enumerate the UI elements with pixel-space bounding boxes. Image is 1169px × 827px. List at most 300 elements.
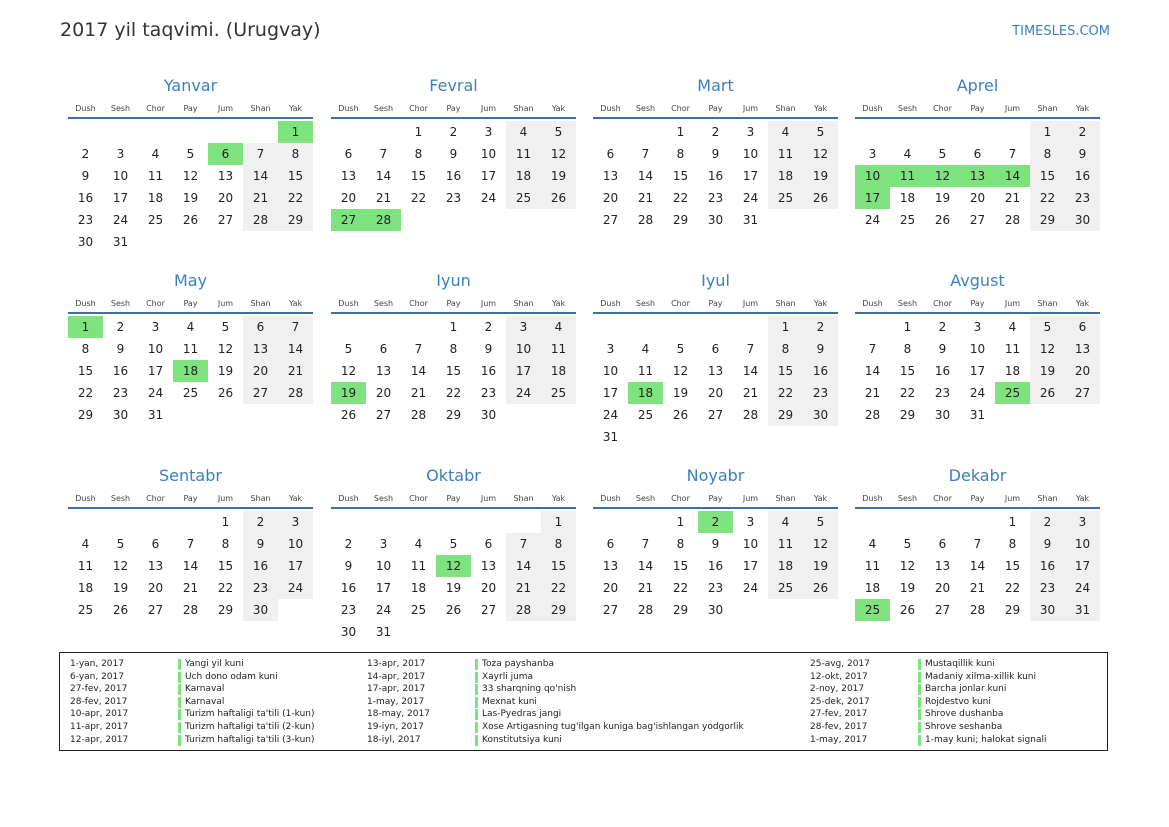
day-cell[interactable]: 28 [637, 603, 654, 617]
day-cell[interactable]: 13 [707, 364, 724, 378]
day-cell[interactable]: 4 [151, 147, 160, 161]
day-cell[interactable]: 1 [1008, 515, 1017, 529]
day-cell[interactable]: 5 [449, 537, 458, 551]
day-cell[interactable]: 29 [899, 408, 916, 422]
day-cell[interactable]: 1 [768, 316, 803, 338]
day-cell[interactable]: 15 [445, 364, 462, 378]
day-cell[interactable]: 31 [1065, 599, 1100, 621]
day-cell[interactable]: 23 [77, 213, 94, 227]
day-cell[interactable]: 21 [506, 577, 541, 599]
day-cell[interactable]: 29 [1030, 209, 1065, 231]
day-cell[interactable]: 19 [445, 581, 462, 595]
day-cell[interactable]: 29 [278, 209, 313, 231]
day-cell[interactable]: 6 [344, 147, 353, 161]
day-cell[interactable]: 4 [541, 316, 576, 338]
day-cell[interactable]: 30 [1065, 209, 1100, 231]
day-cell[interactable]: 16 [1065, 165, 1100, 187]
day-cell[interactable]: 29 [1004, 603, 1021, 617]
day-cell[interactable]: 7 [973, 537, 982, 551]
day-cell[interactable]: 28 [506, 599, 541, 621]
day-cell[interactable]: 12 [803, 533, 838, 555]
day-cell[interactable]: 5 [938, 147, 947, 161]
day-cell[interactable]: 29 [77, 408, 94, 422]
day-cell[interactable]: 28 [742, 408, 759, 422]
holiday-day-cell[interactable]: 19 [331, 382, 366, 404]
day-cell[interactable]: 29 [445, 408, 462, 422]
day-cell[interactable]: 6 [379, 342, 388, 356]
day-cell[interactable]: 17 [602, 386, 619, 400]
day-cell[interactable]: 1 [221, 515, 230, 529]
day-cell[interactable]: 7 [506, 533, 541, 555]
day-cell[interactable]: 22 [899, 386, 916, 400]
day-cell[interactable]: 17 [742, 559, 759, 573]
day-cell[interactable]: 25 [506, 187, 541, 209]
day-cell[interactable]: 17 [147, 364, 164, 378]
day-cell[interactable]: 11 [506, 143, 541, 165]
day-cell[interactable]: 3 [484, 125, 493, 139]
day-cell[interactable]: 18 [1004, 364, 1021, 378]
day-cell[interactable]: 27 [480, 603, 497, 617]
day-cell[interactable]: 14 [243, 165, 278, 187]
day-cell[interactable]: 16 [803, 360, 838, 382]
day-cell[interactable]: 13 [602, 559, 619, 573]
day-cell[interactable]: 25 [182, 386, 199, 400]
day-cell[interactable]: 28 [1004, 213, 1021, 227]
day-cell[interactable]: 1 [676, 125, 685, 139]
day-cell[interactable]: 18 [77, 581, 94, 595]
day-cell[interactable]: 20 [340, 191, 357, 205]
day-cell[interactable]: 22 [672, 581, 689, 595]
day-cell[interactable]: 20 [602, 581, 619, 595]
day-cell[interactable]: 10 [147, 342, 164, 356]
day-cell[interactable]: 9 [116, 342, 125, 356]
day-cell[interactable]: 3 [278, 511, 313, 533]
day-cell[interactable]: 11 [864, 559, 881, 573]
day-cell[interactable]: 22 [1004, 581, 1021, 595]
day-cell[interactable]: 4 [1008, 320, 1017, 334]
day-cell[interactable]: 22 [672, 191, 689, 205]
day-cell[interactable]: 4 [768, 511, 803, 533]
day-cell[interactable]: 31 [112, 235, 129, 249]
day-cell[interactable]: 2 [803, 316, 838, 338]
day-cell[interactable]: 17 [1065, 555, 1100, 577]
day-cell[interactable]: 7 [414, 342, 423, 356]
holiday-day-cell[interactable]: 12 [925, 165, 960, 187]
day-cell[interactable]: 10 [969, 342, 986, 356]
day-cell[interactable]: 23 [707, 581, 724, 595]
day-cell[interactable]: 8 [1008, 537, 1017, 551]
day-cell[interactable]: 3 [868, 147, 877, 161]
day-cell[interactable]: 3 [506, 316, 541, 338]
day-cell[interactable]: 27 [707, 408, 724, 422]
day-cell[interactable]: 22 [77, 386, 94, 400]
day-cell[interactable]: 2 [484, 320, 493, 334]
day-cell[interactable]: 22 [217, 581, 234, 595]
day-cell[interactable]: 12 [541, 143, 576, 165]
day-cell[interactable]: 23 [803, 382, 838, 404]
day-cell[interactable]: 21 [969, 581, 986, 595]
day-cell[interactable]: 1 [449, 320, 458, 334]
day-cell[interactable]: 30 [243, 599, 278, 621]
day-cell[interactable]: 5 [676, 342, 685, 356]
day-cell[interactable]: 21 [278, 360, 313, 382]
day-cell[interactable]: 9 [711, 147, 720, 161]
day-cell[interactable]: 17 [969, 364, 986, 378]
day-cell[interactable]: 7 [186, 537, 195, 551]
day-cell[interactable]: 5 [903, 537, 912, 551]
day-cell[interactable]: 26 [803, 577, 838, 599]
day-cell[interactable]: 6 [606, 147, 615, 161]
day-cell[interactable]: 14 [182, 559, 199, 573]
day-cell[interactable]: 7 [278, 316, 313, 338]
day-cell[interactable]: 28 [864, 408, 881, 422]
day-cell[interactable]: 5 [221, 320, 230, 334]
day-cell[interactable]: 7 [243, 143, 278, 165]
day-cell[interactable]: 5 [344, 342, 353, 356]
day-cell[interactable]: 30 [1030, 599, 1065, 621]
day-cell[interactable]: 5 [116, 537, 125, 551]
day-cell[interactable]: 15 [278, 165, 313, 187]
day-cell[interactable]: 20 [602, 191, 619, 205]
day-cell[interactable]: 27 [243, 382, 278, 404]
day-cell[interactable]: 26 [182, 213, 199, 227]
day-cell[interactable]: 23 [112, 386, 129, 400]
day-cell[interactable]: 6 [606, 537, 615, 551]
day-cell[interactable]: 10 [506, 338, 541, 360]
day-cell[interactable]: 24 [602, 408, 619, 422]
day-cell[interactable]: 16 [934, 364, 951, 378]
day-cell[interactable]: 29 [217, 603, 234, 617]
day-cell[interactable]: 2 [938, 320, 947, 334]
day-cell[interactable]: 17 [278, 555, 313, 577]
holiday-day-cell[interactable]: 10 [855, 165, 890, 187]
day-cell[interactable]: 19 [217, 364, 234, 378]
day-cell[interactable]: 22 [768, 382, 803, 404]
day-cell[interactable]: 3 [151, 320, 160, 334]
day-cell[interactable]: 2 [81, 147, 90, 161]
day-cell[interactable]: 9 [1030, 533, 1065, 555]
day-cell[interactable]: 13 [602, 169, 619, 183]
day-cell[interactable]: 4 [868, 537, 877, 551]
day-cell[interactable]: 10 [112, 169, 129, 183]
day-cell[interactable]: 7 [641, 537, 650, 551]
day-cell[interactable]: 18 [899, 191, 916, 205]
day-cell[interactable]: 30 [707, 603, 724, 617]
day-cell[interactable]: 2 [1065, 121, 1100, 143]
day-cell[interactable]: 22 [445, 386, 462, 400]
day-cell[interactable]: 12 [217, 342, 234, 356]
day-cell[interactable]: 18 [410, 581, 427, 595]
day-cell[interactable]: 9 [449, 147, 458, 161]
day-cell[interactable]: 16 [480, 364, 497, 378]
day-cell[interactable]: 23 [480, 386, 497, 400]
holiday-day-cell[interactable]: 25 [995, 382, 1030, 404]
day-cell[interactable]: 15 [77, 364, 94, 378]
day-cell[interactable]: 9 [484, 342, 493, 356]
day-cell[interactable]: 21 [1004, 191, 1021, 205]
day-cell[interactable]: 15 [672, 169, 689, 183]
day-cell[interactable]: 6 [151, 537, 160, 551]
day-cell[interactable]: 24 [112, 213, 129, 227]
holiday-day-cell[interactable]: 12 [436, 555, 471, 577]
day-cell[interactable]: 9 [711, 537, 720, 551]
day-cell[interactable]: 30 [707, 213, 724, 227]
day-cell[interactable]: 15 [672, 559, 689, 573]
day-cell[interactable]: 11 [147, 169, 164, 183]
day-cell[interactable]: 20 [934, 581, 951, 595]
day-cell[interactable]: 28 [969, 603, 986, 617]
day-cell[interactable]: 14 [506, 555, 541, 577]
day-cell[interactable]: 20 [147, 581, 164, 595]
day-cell[interactable]: 15 [899, 364, 916, 378]
day-cell[interactable]: 29 [672, 603, 689, 617]
holiday-day-cell[interactable]: 28 [366, 209, 401, 231]
day-cell[interactable]: 20 [969, 191, 986, 205]
day-cell[interactable]: 5 [541, 121, 576, 143]
day-cell[interactable]: 4 [81, 537, 90, 551]
day-cell[interactable]: 16 [243, 555, 278, 577]
day-cell[interactable]: 13 [934, 559, 951, 573]
holiday-day-cell[interactable]: 1 [68, 316, 103, 338]
day-cell[interactable]: 26 [899, 603, 916, 617]
day-cell[interactable]: 26 [934, 213, 951, 227]
day-cell[interactable]: 9 [344, 559, 353, 573]
day-cell[interactable]: 28 [637, 213, 654, 227]
day-cell[interactable]: 12 [672, 364, 689, 378]
day-cell[interactable]: 24 [278, 577, 313, 599]
day-cell[interactable]: 30 [480, 408, 497, 422]
day-cell[interactable]: 27 [934, 603, 951, 617]
holiday-day-cell[interactable]: 17 [855, 187, 890, 209]
day-cell[interactable]: 21 [243, 187, 278, 209]
day-cell[interactable]: 29 [768, 404, 803, 426]
day-cell[interactable]: 26 [217, 386, 234, 400]
day-cell[interactable]: 9 [81, 169, 90, 183]
day-cell[interactable]: 14 [375, 169, 392, 183]
day-cell[interactable]: 16 [77, 191, 94, 205]
day-cell[interactable]: 27 [969, 213, 986, 227]
day-cell[interactable]: 11 [182, 342, 199, 356]
holiday-day-cell[interactable]: 27 [331, 209, 366, 231]
day-cell[interactable]: 19 [112, 581, 129, 595]
day-cell[interactable]: 3 [379, 537, 388, 551]
day-cell[interactable]: 19 [934, 191, 951, 205]
day-cell[interactable]: 16 [707, 169, 724, 183]
day-cell[interactable]: 30 [340, 625, 357, 639]
day-cell[interactable]: 24 [742, 191, 759, 205]
day-cell[interactable]: 8 [768, 338, 803, 360]
day-cell[interactable]: 23 [1065, 187, 1100, 209]
day-cell[interactable]: 25 [768, 577, 803, 599]
day-cell[interactable]: 10 [278, 533, 313, 555]
day-cell[interactable]: 16 [707, 559, 724, 573]
day-cell[interactable]: 11 [637, 364, 654, 378]
day-cell[interactable]: 15 [217, 559, 234, 573]
day-cell[interactable]: 21 [410, 386, 427, 400]
day-cell[interactable]: 31 [742, 213, 759, 227]
day-cell[interactable]: 1 [1030, 121, 1065, 143]
day-cell[interactable]: 21 [864, 386, 881, 400]
day-cell[interactable]: 18 [147, 191, 164, 205]
day-cell[interactable]: 3 [116, 147, 125, 161]
day-cell[interactable]: 16 [340, 581, 357, 595]
day-cell[interactable]: 7 [641, 147, 650, 161]
day-cell[interactable]: 28 [243, 209, 278, 231]
day-cell[interactable]: 2 [243, 511, 278, 533]
day-cell[interactable]: 20 [1065, 360, 1100, 382]
day-cell[interactable]: 14 [742, 364, 759, 378]
day-cell[interactable]: 26 [541, 187, 576, 209]
day-cell[interactable]: 4 [903, 147, 912, 161]
day-cell[interactable]: 5 [1030, 316, 1065, 338]
day-cell[interactable]: 24 [147, 386, 164, 400]
day-cell[interactable]: 16 [112, 364, 129, 378]
day-cell[interactable]: 4 [414, 537, 423, 551]
day-cell[interactable]: 1 [541, 511, 576, 533]
day-cell[interactable]: 2 [711, 125, 720, 139]
day-cell[interactable]: 2 [1030, 511, 1065, 533]
day-cell[interactable]: 18 [768, 555, 803, 577]
day-cell[interactable]: 11 [410, 559, 427, 573]
day-cell[interactable]: 4 [506, 121, 541, 143]
day-cell[interactable]: 8 [1030, 143, 1065, 165]
day-cell[interactable]: 23 [243, 577, 278, 599]
day-cell[interactable]: 5 [186, 147, 195, 161]
day-cell[interactable]: 14 [278, 338, 313, 360]
day-cell[interactable]: 29 [541, 599, 576, 621]
day-cell[interactable]: 12 [340, 364, 357, 378]
day-cell[interactable]: 19 [803, 165, 838, 187]
day-cell[interactable]: 16 [445, 169, 462, 183]
day-cell[interactable]: 22 [410, 191, 427, 205]
day-cell[interactable]: 6 [243, 316, 278, 338]
day-cell[interactable]: 3 [746, 125, 755, 139]
holiday-day-cell[interactable]: 11 [890, 165, 925, 187]
day-cell[interactable]: 18 [541, 360, 576, 382]
day-cell[interactable]: 10 [742, 147, 759, 161]
day-cell[interactable]: 6 [973, 147, 982, 161]
day-cell[interactable]: 14 [637, 559, 654, 573]
day-cell[interactable]: 4 [186, 320, 195, 334]
day-cell[interactable]: 24 [742, 581, 759, 595]
holiday-day-cell[interactable]: 25 [855, 599, 890, 621]
day-cell[interactable]: 27 [602, 603, 619, 617]
day-cell[interactable]: 11 [77, 559, 94, 573]
day-cell[interactable]: 13 [147, 559, 164, 573]
day-cell[interactable]: 26 [672, 408, 689, 422]
day-cell[interactable]: 2 [116, 320, 125, 334]
day-cell[interactable]: 25 [768, 187, 803, 209]
day-cell[interactable]: 28 [278, 382, 313, 404]
day-cell[interactable]: 30 [934, 408, 951, 422]
holiday-day-cell[interactable]: 18 [173, 360, 208, 382]
day-cell[interactable]: 23 [934, 386, 951, 400]
day-cell[interactable]: 8 [449, 342, 458, 356]
day-cell[interactable]: 25 [147, 213, 164, 227]
day-cell[interactable]: 28 [410, 408, 427, 422]
day-cell[interactable]: 31 [969, 408, 986, 422]
day-cell[interactable]: 9 [1065, 143, 1100, 165]
day-cell[interactable]: 13 [340, 169, 357, 183]
day-cell[interactable]: 15 [541, 555, 576, 577]
day-cell[interactable]: 14 [969, 559, 986, 573]
day-cell[interactable]: 6 [484, 537, 493, 551]
day-cell[interactable]: 27 [602, 213, 619, 227]
day-cell[interactable]: 23 [1030, 577, 1065, 599]
day-cell[interactable]: 22 [1030, 187, 1065, 209]
day-cell[interactable]: 23 [445, 191, 462, 205]
day-cell[interactable]: 26 [445, 603, 462, 617]
day-cell[interactable]: 21 [182, 581, 199, 595]
day-cell[interactable]: 10 [742, 537, 759, 551]
day-cell[interactable]: 25 [541, 382, 576, 404]
day-cell[interactable]: 26 [112, 603, 129, 617]
holiday-day-cell[interactable]: 6 [208, 143, 243, 165]
day-cell[interactable]: 17 [480, 169, 497, 183]
day-cell[interactable]: 17 [375, 581, 392, 595]
day-cell[interactable]: 13 [243, 338, 278, 360]
day-cell[interactable]: 30 [112, 408, 129, 422]
day-cell[interactable]: 29 [672, 213, 689, 227]
day-cell[interactable]: 10 [375, 559, 392, 573]
day-cell[interactable]: 8 [541, 533, 576, 555]
day-cell[interactable]: 20 [375, 386, 392, 400]
day-cell[interactable]: 24 [864, 213, 881, 227]
day-cell[interactable]: 17 [112, 191, 129, 205]
day-cell[interactable]: 8 [81, 342, 90, 356]
day-cell[interactable]: 19 [1030, 360, 1065, 382]
day-cell[interactable]: 21 [742, 386, 759, 400]
day-cell[interactable]: 23 [707, 191, 724, 205]
day-cell[interactable]: 14 [864, 364, 881, 378]
day-cell[interactable]: 21 [375, 191, 392, 205]
day-cell[interactable]: 13 [1065, 338, 1100, 360]
day-cell[interactable]: 25 [410, 603, 427, 617]
day-cell[interactable]: 2 [344, 537, 353, 551]
day-cell[interactable]: 11 [768, 143, 803, 165]
day-cell[interactable]: 27 [1065, 382, 1100, 404]
day-cell[interactable]: 20 [243, 360, 278, 382]
day-cell[interactable]: 26 [1030, 382, 1065, 404]
day-cell[interactable]: 15 [768, 360, 803, 382]
day-cell[interactable]: 1 [903, 320, 912, 334]
day-cell[interactable]: 12 [899, 559, 916, 573]
day-cell[interactable]: 6 [938, 537, 947, 551]
site-brand-link[interactable]: TIMESLES.COM [1012, 24, 1110, 39]
day-cell[interactable]: 3 [746, 515, 755, 529]
day-cell[interactable]: 19 [182, 191, 199, 205]
day-cell[interactable]: 3 [1065, 511, 1100, 533]
day-cell[interactable]: 31 [147, 408, 164, 422]
day-cell[interactable]: 18 [768, 165, 803, 187]
day-cell[interactable]: 8 [676, 537, 685, 551]
day-cell[interactable]: 22 [278, 187, 313, 209]
day-cell[interactable]: 8 [903, 342, 912, 356]
holiday-day-cell[interactable]: 13 [960, 165, 995, 187]
day-cell[interactable]: 18 [506, 165, 541, 187]
day-cell[interactable]: 11 [768, 533, 803, 555]
day-cell[interactable]: 13 [217, 169, 234, 183]
day-cell[interactable]: 19 [541, 165, 576, 187]
day-cell[interactable]: 5 [803, 121, 838, 143]
day-cell[interactable]: 22 [541, 577, 576, 599]
day-cell[interactable]: 27 [147, 603, 164, 617]
day-cell[interactable]: 10 [480, 147, 497, 161]
day-cell[interactable]: 15 [410, 169, 427, 183]
day-cell[interactable]: 12 [182, 169, 199, 183]
day-cell[interactable]: 19 [899, 581, 916, 595]
day-cell[interactable]: 21 [637, 191, 654, 205]
